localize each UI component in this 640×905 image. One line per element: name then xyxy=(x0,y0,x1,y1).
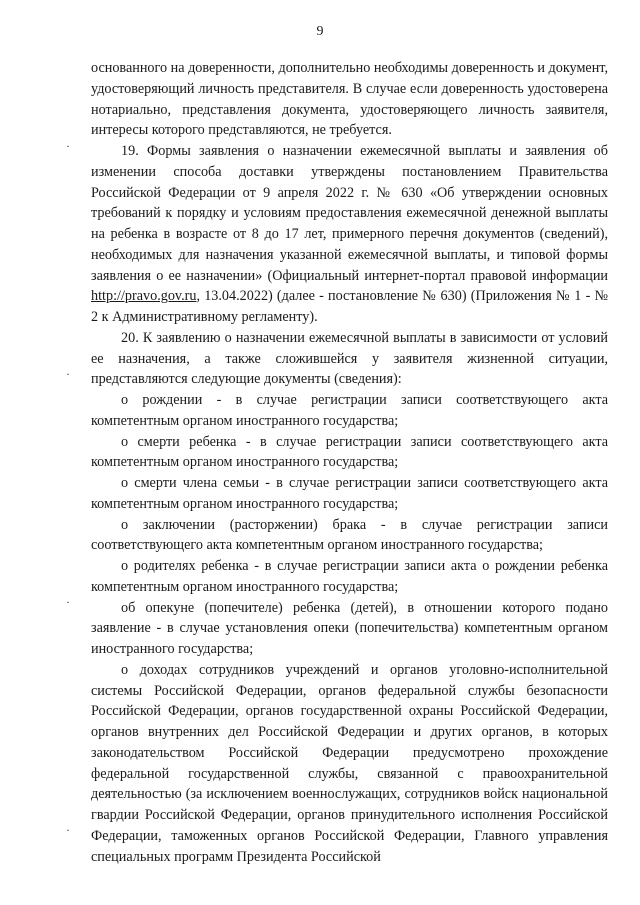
document-body xyxy=(91,58,608,867)
margin-mark: · xyxy=(66,823,70,837)
paragraph-19-text-end: , 13.04.2022) (далее - постановление № 630) (Приложения № 1 - № 2 к Административному регламенту). xyxy=(91,288,608,325)
paragraph-continuation: основанного на доверенности, дополнительно необходимы доверенность и документ, удостоверяющий личность представителя. В случае если доверенность удостоверена нотариально, представления документа, удостоверяющего личность заявителя, интересы которого представляются, не требуется. xyxy=(91,60,608,139)
list-item-marriage: о заключении (расторжении) брака - в случае регистрации записи соответствующего акта компетентным органом иностранного государства; xyxy=(91,516,608,554)
pravo-link[interactable]: http://pravo.gov.ru xyxy=(91,288,197,305)
list-item-income: о доходах сотрудников учреждений и органов уголовно-исполнительной системы Российской Федерации, органов федеральной службы безопасности Российской Федерации, органов государственной охраны Российской Федерации, органов внутренних дел Российской Федерации и других органов, в которых законодательством Российской Федерации предусмотрено прохождение федеральной государственной службы, связанной с правоохранительной деятельностью (за исключением военнослужащих, сотрудников войск национальной гвардии Российской Федерации, органов принудительного исполнения Российской Федерации, таможенных органов Российской Федерации, Главного управления специальных программ Президента Российской xyxy=(91,661,608,865)
page-number: 9 xyxy=(316,24,324,39)
paragraph-20: 20. К заявлению о назначении ежемесячной выплаты в зависимости от условий ее назначения, а также сложившейся у заявителя жизненной ситуации, представляются следующие документы (сведения): xyxy=(91,329,608,388)
list-item-family-member-death: о смерти члена семьи - в случае регистрации записи соответствующего акта компетентным органом иностранного государства; xyxy=(91,475,608,512)
list-item-child-death: о смерти ребенка - в случае регистрации записи соответствующего акта компетентным органом иностранного государства; xyxy=(91,433,608,471)
list-item-birth: о рождении - в случае регистрации записи соответствующего акта компетентным органом иностранного государства; xyxy=(91,392,608,429)
margin-mark: · xyxy=(66,139,70,153)
paragraph-19-text: 19. Формы заявления о назначении ежемесячной выплаты и заявления об изменении способа доставки утверждены постановлением Правительства Российской Федерации от 9 апреля 2022 г. № 630 «Об утверждении основных требований к порядку и условиям предоставления ежемесячной денежной выплаты на ребенка в возрасте от 8 до 17 лет, примерного перечня документов (сведений), необходимых для назначения указанной ежемесячной выплаты, и типовой формы заявления о ее назначении» (Официальный интернет-портал правовой информации xyxy=(91,143,608,284)
paragraph-19 xyxy=(91,141,608,328)
margin-mark: · xyxy=(66,367,70,381)
list-item-parents: о родителях ребенка - в случае регистрации записи акта о рождении ребенка компетентным органом иностранного государства; xyxy=(91,558,608,595)
list-item-guardian: об опекуне (попечителе) ребенка (детей), в отношении которого подано заявление - в случае установления опеки (попечительства) компетентным органом иностранного государства; xyxy=(91,599,608,657)
margin-mark: · xyxy=(66,595,70,609)
